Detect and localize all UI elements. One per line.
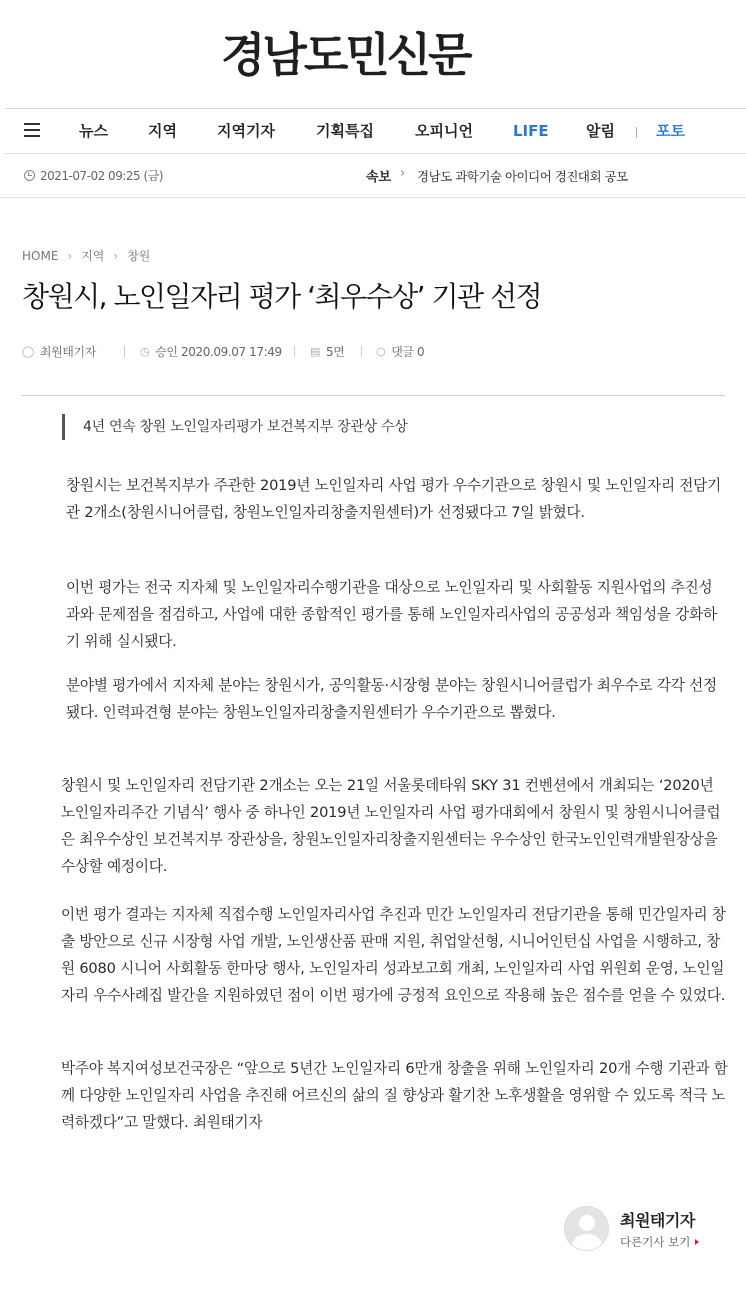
nav-item-notice[interactable]: 알림 [586, 122, 615, 140]
clock-icon [24, 170, 35, 181]
comment-icon: ○ [376, 345, 386, 358]
logo-text-part1: 경남도 [221, 28, 346, 82]
nav-item-regional-reporter[interactable]: 지역기자 [217, 122, 275, 140]
nav-item-special-feature[interactable]: 기획특집 [316, 122, 374, 140]
site-logo[interactable] [221, 24, 470, 80]
meta-reporter [22, 343, 96, 360]
meta-divider [361, 346, 362, 357]
triangle-right-icon [695, 1239, 699, 1245]
article-paragraph: 이번 평가 결과는 지자체 직접수행 노인일자리사업 추진과 민간 노인일자리 전담기관을 통해 민간일자리 창출 방안으로 신규 시장형 사업 개발, 노인생산품 판매 지원, 취업알선형, 시니어인턴십 사업을 시행하고, 창원 6080 시니어 사회활동 한마당 행사, 노인일자리 성과보고회 개최, 노인일자리 사업 위원회 운영, 노인일자리 우수사례집 발간을 지원하였던 점이 이번 평가에 긍정적 요인으로 작용해 높은 점수를 얻을 수 있었다. [61, 906, 726, 1004]
byline-reporter-name[interactable]: 최원태기자 [620, 1211, 695, 1230]
article-title: 창원시, 노인일자리 평가 ‘최우수상’ 기관 선정 [22, 280, 542, 313]
main-navigation [5, 108, 746, 154]
print-page: 5면 [326, 345, 345, 359]
hamburger-icon[interactable] [24, 123, 40, 137]
info-bar [0, 154, 746, 198]
current-date-text: 2021-07-02 09:25 (금) [40, 169, 163, 183]
article-paragraph: 창원시 및 노인일자리 전담기관 2개소는 오는 21일 서울롯데타워 SKY 31 컨벤션에서 개최되는 ‘2020년 노인일자리주간 기념식’ 행사 중 하나인 2019년 노인일자리 사업 평가대회에서 창원시 및 창원시니어클럽은 최우수상인 보건복지부 장관상을, 창원노인일자리창출지원센터는 우수상인 한국노인인력개발원장상을 수상할 예정이다. [61, 777, 721, 875]
nav-item-opinion[interactable]: 오피니언 [415, 122, 473, 140]
article-paragraph: 창원시는 보건복지부가 주관한 2019년 노인일자리 사업 평가 우수기관으로 창원시 및 노인일자리 전담기관 2개소(창원시니어클럽, 창원노인일자리창출지원센터)가 선정됐다고 7일 밝혔다. [66, 477, 721, 521]
more-articles-label: 다른기사 보기 [620, 1235, 691, 1249]
article-subtitle: 4년 연속 창원 노인일자리평가 보건복지부 장관상 수상 [62, 414, 407, 440]
breadcrumb-home[interactable]: HOME [22, 249, 59, 263]
chevron-right-icon: › [113, 249, 119, 263]
comment-count: 댓글 0 [391, 345, 425, 359]
article-paragraph: 이번 평가는 전국 지자체 및 노인일자리수행기관을 대상으로 노인일자리 및 사회활동 지원사업의 추진성과와 문제점을 점검하고, 사업에 대한 종합적인 평가를 통해 노인일자리사업의 공공성과 책임성을 강화하기 위해 실시됐다. [66, 579, 717, 650]
reporter-byline [564, 1206, 734, 1256]
chevron-right-icon: › [67, 249, 73, 263]
approved-time: 승인 2020.09.07 17:49 [155, 345, 282, 359]
nav-item-news[interactable]: 뉴스 [79, 122, 108, 140]
user-icon: ◯ [22, 345, 34, 358]
article-paragraph: 박주야 복지여성보건국장은 “앞으로 5년간 노인일자리 6만개 창출을 위해 노인일자리 20개 수행 기관과 함께 다양한 노인일자리 사업을 추진해 어르신의 삶의 질 향상과 활기찬 노후생활을 영위할 수 있도록 적극 노력하겠다”고 말했다. 최원태기자 [61, 1060, 728, 1131]
logo-text-accent: 민 [345, 19, 386, 85]
breadcrumb-subsection[interactable]: 창원 [127, 249, 151, 263]
nav-item-region[interactable]: 지역 [148, 122, 177, 140]
meta-page [310, 343, 344, 360]
meta-divider [294, 346, 295, 357]
meta-approved [140, 343, 282, 360]
logo-text-part3: 신문 [386, 28, 470, 82]
breadcrumb [22, 247, 150, 264]
newspaper-icon: ▤ [310, 345, 320, 358]
nav-divider [636, 127, 637, 138]
avatar [564, 1206, 609, 1251]
breaking-news-headline[interactable]: 경남도 과학기술 아이디어 경진대회 공모 [417, 169, 628, 184]
breaking-news-label: 속보 [366, 170, 392, 185]
article-paragraph: 분야별 평가에서 지자체 분야는 창원시가, 공익활동·시장형 분야는 창원시니어클럽가 최우수로 각각 선정됐다. 인력파견형 분야는 창원노인일자리창출지원센터가 우수기관으로 뽑혔다. [66, 677, 717, 721]
nav-item-life[interactable]: LIFE [513, 122, 549, 140]
header-divider [22, 395, 725, 396]
breadcrumb-section[interactable]: 지역 [81, 249, 105, 263]
current-date [24, 167, 163, 184]
masthead [0, 0, 746, 108]
more-articles-link[interactable] [620, 1234, 699, 1250]
nav-item-photo[interactable]: 포토 [656, 122, 685, 140]
chevron-right-icon: › [400, 166, 406, 181]
reporter-name: 최원태기자 [39, 345, 96, 359]
meta-comments[interactable] [376, 343, 424, 360]
clock-icon: ◷ [140, 345, 150, 358]
meta-divider [124, 346, 125, 357]
